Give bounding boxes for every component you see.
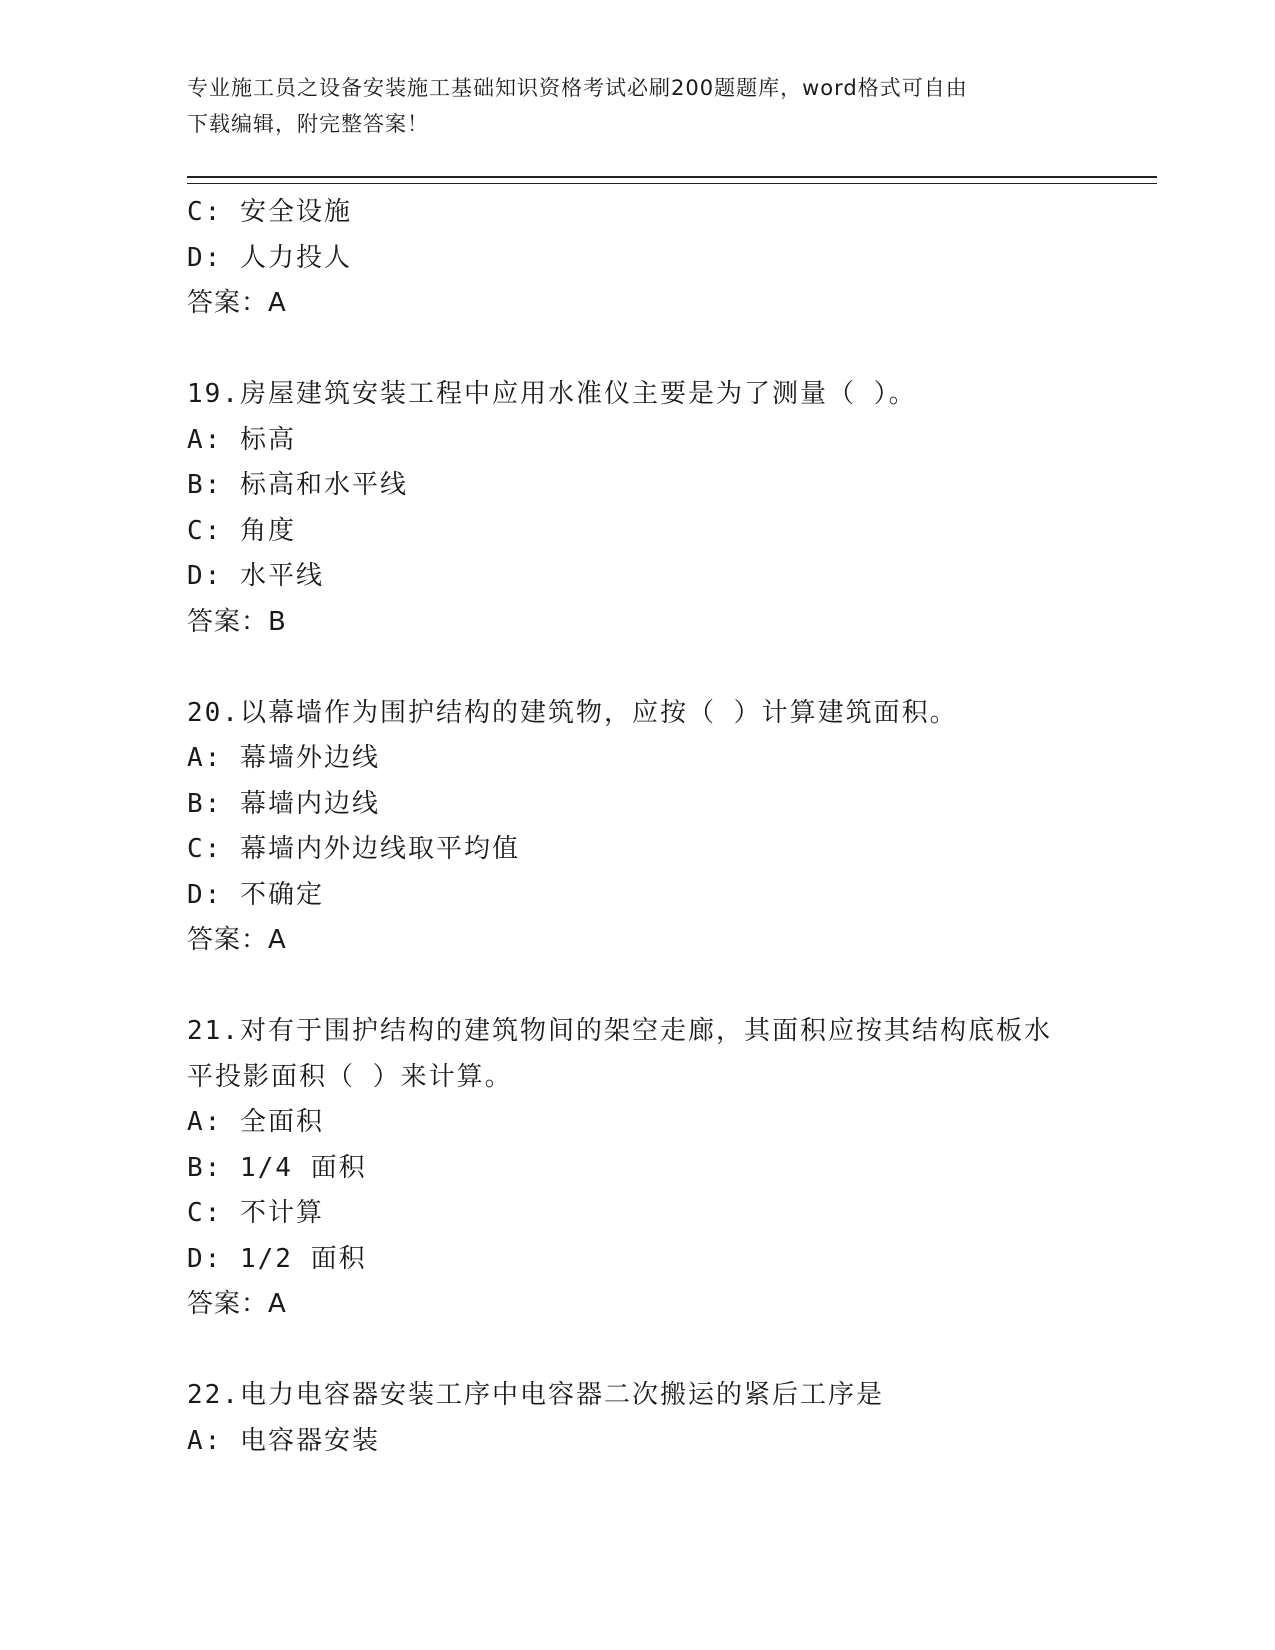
option-line — [187, 190, 1157, 236]
option-letter: C — [187, 1198, 205, 1228]
option-line — [187, 554, 1157, 600]
option-separator: : — [204, 424, 240, 455]
option-text: 全面积 — [239, 1107, 324, 1137]
option-separator: : — [204, 561, 240, 591]
answer-label: 答案： — [187, 288, 269, 318]
option-letter: A — [187, 1107, 205, 1137]
option-letter: C — [187, 197, 205, 227]
option-line — [187, 418, 1157, 464]
option-text: 1/4 面积 — [239, 1152, 367, 1183]
question-spacer — [187, 327, 1157, 373]
option-line — [187, 1237, 1157, 1283]
document-header — [187, 70, 1067, 142]
answer-label: 答案： — [187, 1289, 269, 1319]
option-text: 幕墙外边线 — [239, 743, 380, 773]
option-separator: : — [204, 1152, 240, 1183]
option-separator: : — [204, 242, 240, 273]
option-letter: D — [187, 242, 205, 273]
option-separator: : — [204, 470, 240, 500]
option-line — [187, 736, 1157, 782]
option-letter: D — [187, 1243, 205, 1274]
question-spacer — [187, 1328, 1157, 1374]
answer-line — [187, 600, 1157, 646]
option-text: 水平线 — [239, 561, 324, 591]
option-line — [187, 782, 1157, 828]
option-text: 角度 — [239, 515, 296, 546]
option-text: 不计算 — [239, 1198, 324, 1228]
option-text: 电容器安装 — [239, 1425, 380, 1456]
option-line — [187, 1146, 1157, 1192]
option-separator: : — [204, 1107, 240, 1137]
option-letter: D — [187, 879, 205, 910]
question-spacer — [187, 645, 1157, 691]
option-text: 标高 — [239, 424, 296, 455]
header-divider — [187, 176, 1157, 184]
option-letter: D — [187, 561, 205, 591]
option-letter: A — [187, 743, 205, 773]
option-letter: A — [187, 1425, 205, 1456]
answer-label: 答案： — [187, 925, 269, 955]
option-letter: A — [187, 424, 205, 455]
question-spacer — [187, 964, 1157, 1010]
option-text: 标高和水平线 — [239, 470, 408, 500]
question-content — [187, 190, 1157, 1464]
document-page — [187, 70, 1157, 1464]
option-text: 安全设施 — [239, 197, 352, 227]
answer-line — [187, 1282, 1157, 1328]
answer-line — [187, 918, 1157, 964]
question-stem: 平投影面积（ ）来计算。 — [187, 1061, 513, 1092]
question-stem: 22.电力电容器安装工序中电容器二次搬运的紧后工序是 — [187, 1380, 884, 1410]
question-stem: 19.房屋建筑安装工程中应用水准仪主要是为了测量（ ）。 — [187, 379, 917, 409]
option-text: 1/2 面积 — [239, 1243, 367, 1274]
option-letter: B — [187, 788, 205, 819]
option-text: 人力投人 — [239, 242, 352, 273]
option-line — [187, 1191, 1157, 1237]
option-separator: : — [204, 515, 240, 546]
option-separator: : — [204, 1243, 240, 1274]
answer-value: A — [268, 1289, 287, 1319]
answer-value: A — [268, 288, 287, 318]
option-letter: B — [187, 1152, 205, 1183]
option-line — [187, 873, 1157, 919]
question-stem: 21.对有于围护结构的建筑物间的架空走廊，其面积应按其结构底板水 — [187, 1016, 1052, 1046]
option-line — [187, 1100, 1157, 1146]
answer-value: B — [268, 606, 287, 637]
question-stem: 20.以幕墙作为围护结构的建筑物，应按（ ）计算建筑面积。 — [187, 697, 958, 728]
option-letter: C — [187, 515, 205, 546]
option-line — [187, 509, 1157, 555]
option-separator: : — [204, 743, 240, 773]
option-line — [187, 827, 1157, 873]
option-text: 不确定 — [239, 879, 324, 910]
option-separator: : — [204, 197, 240, 227]
option-text: 幕墙内边线 — [239, 788, 380, 819]
option-letter: C — [187, 834, 205, 864]
answer-line — [187, 281, 1157, 327]
option-separator: : — [204, 879, 240, 910]
option-separator: : — [204, 1425, 240, 1456]
option-line — [187, 463, 1157, 509]
option-separator: : — [204, 834, 240, 864]
option-letter: B — [187, 470, 205, 500]
header-line-2: 下载编辑，附完整答案！ — [187, 112, 429, 136]
answer-value: A — [268, 925, 287, 955]
option-text: 幕墙内外边线取平均值 — [239, 834, 520, 864]
option-line — [187, 236, 1157, 282]
option-separator: : — [204, 788, 240, 819]
option-separator: : — [204, 1198, 240, 1228]
option-line — [187, 1419, 1157, 1465]
header-line-1: 专业施工员之设备安装施工基础知识资格考试必刷200题题库，word格式可自由 — [187, 76, 968, 100]
answer-label: 答案： — [187, 606, 269, 637]
